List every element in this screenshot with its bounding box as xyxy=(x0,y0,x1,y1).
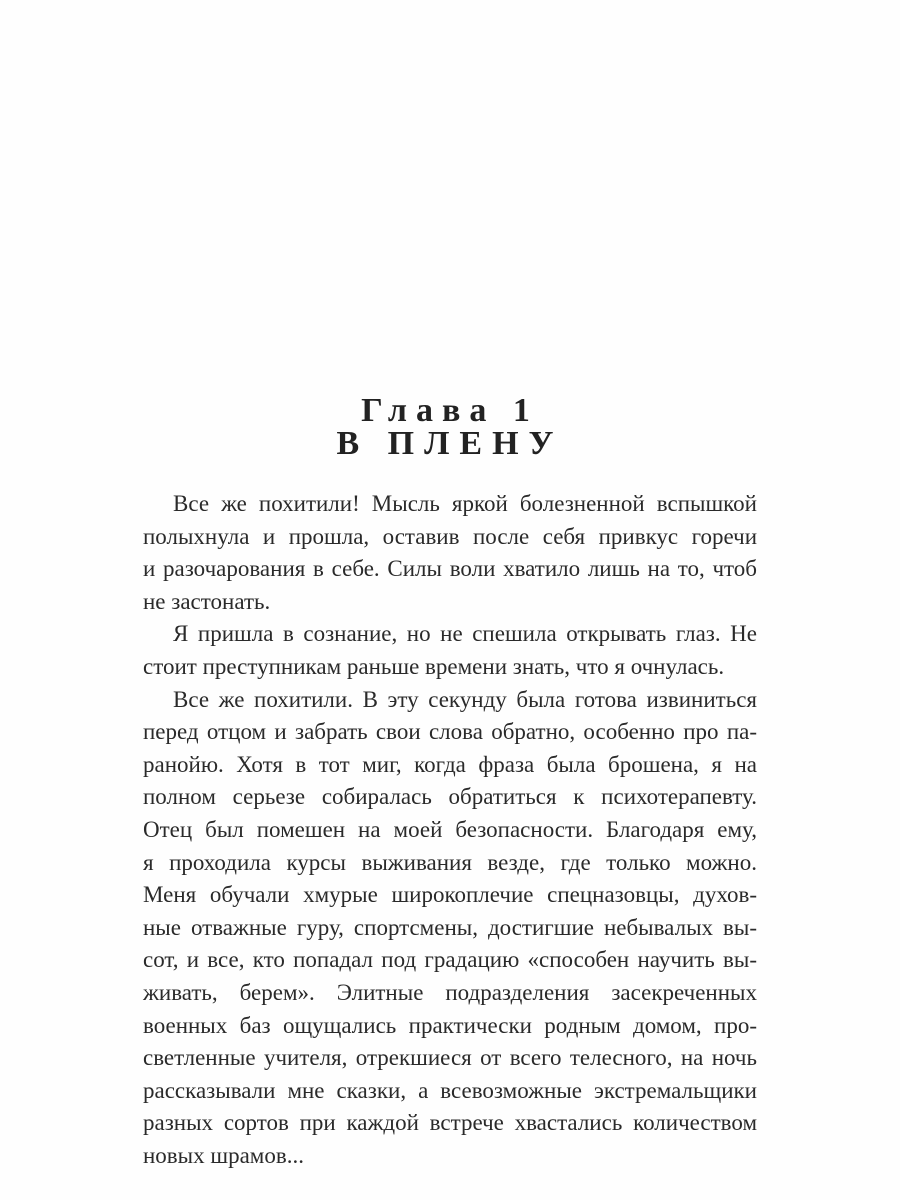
text-line: ранойю. Хотя в тот миг, когда фраза была брошена, я на xyxy=(143,751,757,777)
text-line: Все же похитили! Мысль яркой болезненной вспышкой xyxy=(173,491,757,516)
text-line: рассказывали мне сказки, а всевозможные экстремальщики xyxy=(143,1077,757,1103)
text-line: живать, берем». Элитные подразделения засекреченных xyxy=(143,979,757,1005)
text-line: перед отцом и забрать свои слова обратно, особенно про па- xyxy=(143,719,757,745)
text-line: Отец был помешен на моей безопасности. Благодаря ему, xyxy=(143,816,757,842)
text-line: ные отважные гуру, спортсмены, достигшие небывалых вы- xyxy=(143,914,757,940)
text-line: и разочарования в себе. Силы воли хватило лишь на то, чтоб xyxy=(143,556,757,582)
text-line: Я пришла в сознание, но не спешила открывать глаз. Не xyxy=(173,621,757,647)
text-line: не застонать. xyxy=(143,588,271,614)
text-line: Меня обучали хмурые широкоплечие спецназовцы, духов- xyxy=(143,882,757,908)
text-line: новых шрамов... xyxy=(143,1142,304,1168)
text-line: сот, и все, кто попадал под градацию «способен научить вы- xyxy=(143,947,757,973)
chapter-number: Глава 1 xyxy=(361,392,539,429)
text-line: стоит преступникам раньше времени знать, что я очнулась. xyxy=(143,653,725,679)
text-line: Все же похитили. В эту секунду была готова извиниться xyxy=(173,686,757,712)
chapter-body xyxy=(143,488,757,1172)
text-line: я проходила курсы выживания везде, где только можно. xyxy=(143,849,757,875)
text-line: полыхнула и прошла, оставив после себя привкус горечи xyxy=(143,523,757,549)
text-line: разных сортов при каждой встрече хвастались количеством xyxy=(143,1110,757,1136)
text-line: светленные учителя, отрекшиеся от всего телесного, на ночь xyxy=(143,1045,757,1071)
text-line: полном серьезе собиралась обратиться к психотерапевту. xyxy=(143,784,757,810)
text-line: военных баз ощущались практически родным домом, про- xyxy=(143,1012,757,1038)
chapter-title: В ПЛЕНУ xyxy=(336,425,564,462)
